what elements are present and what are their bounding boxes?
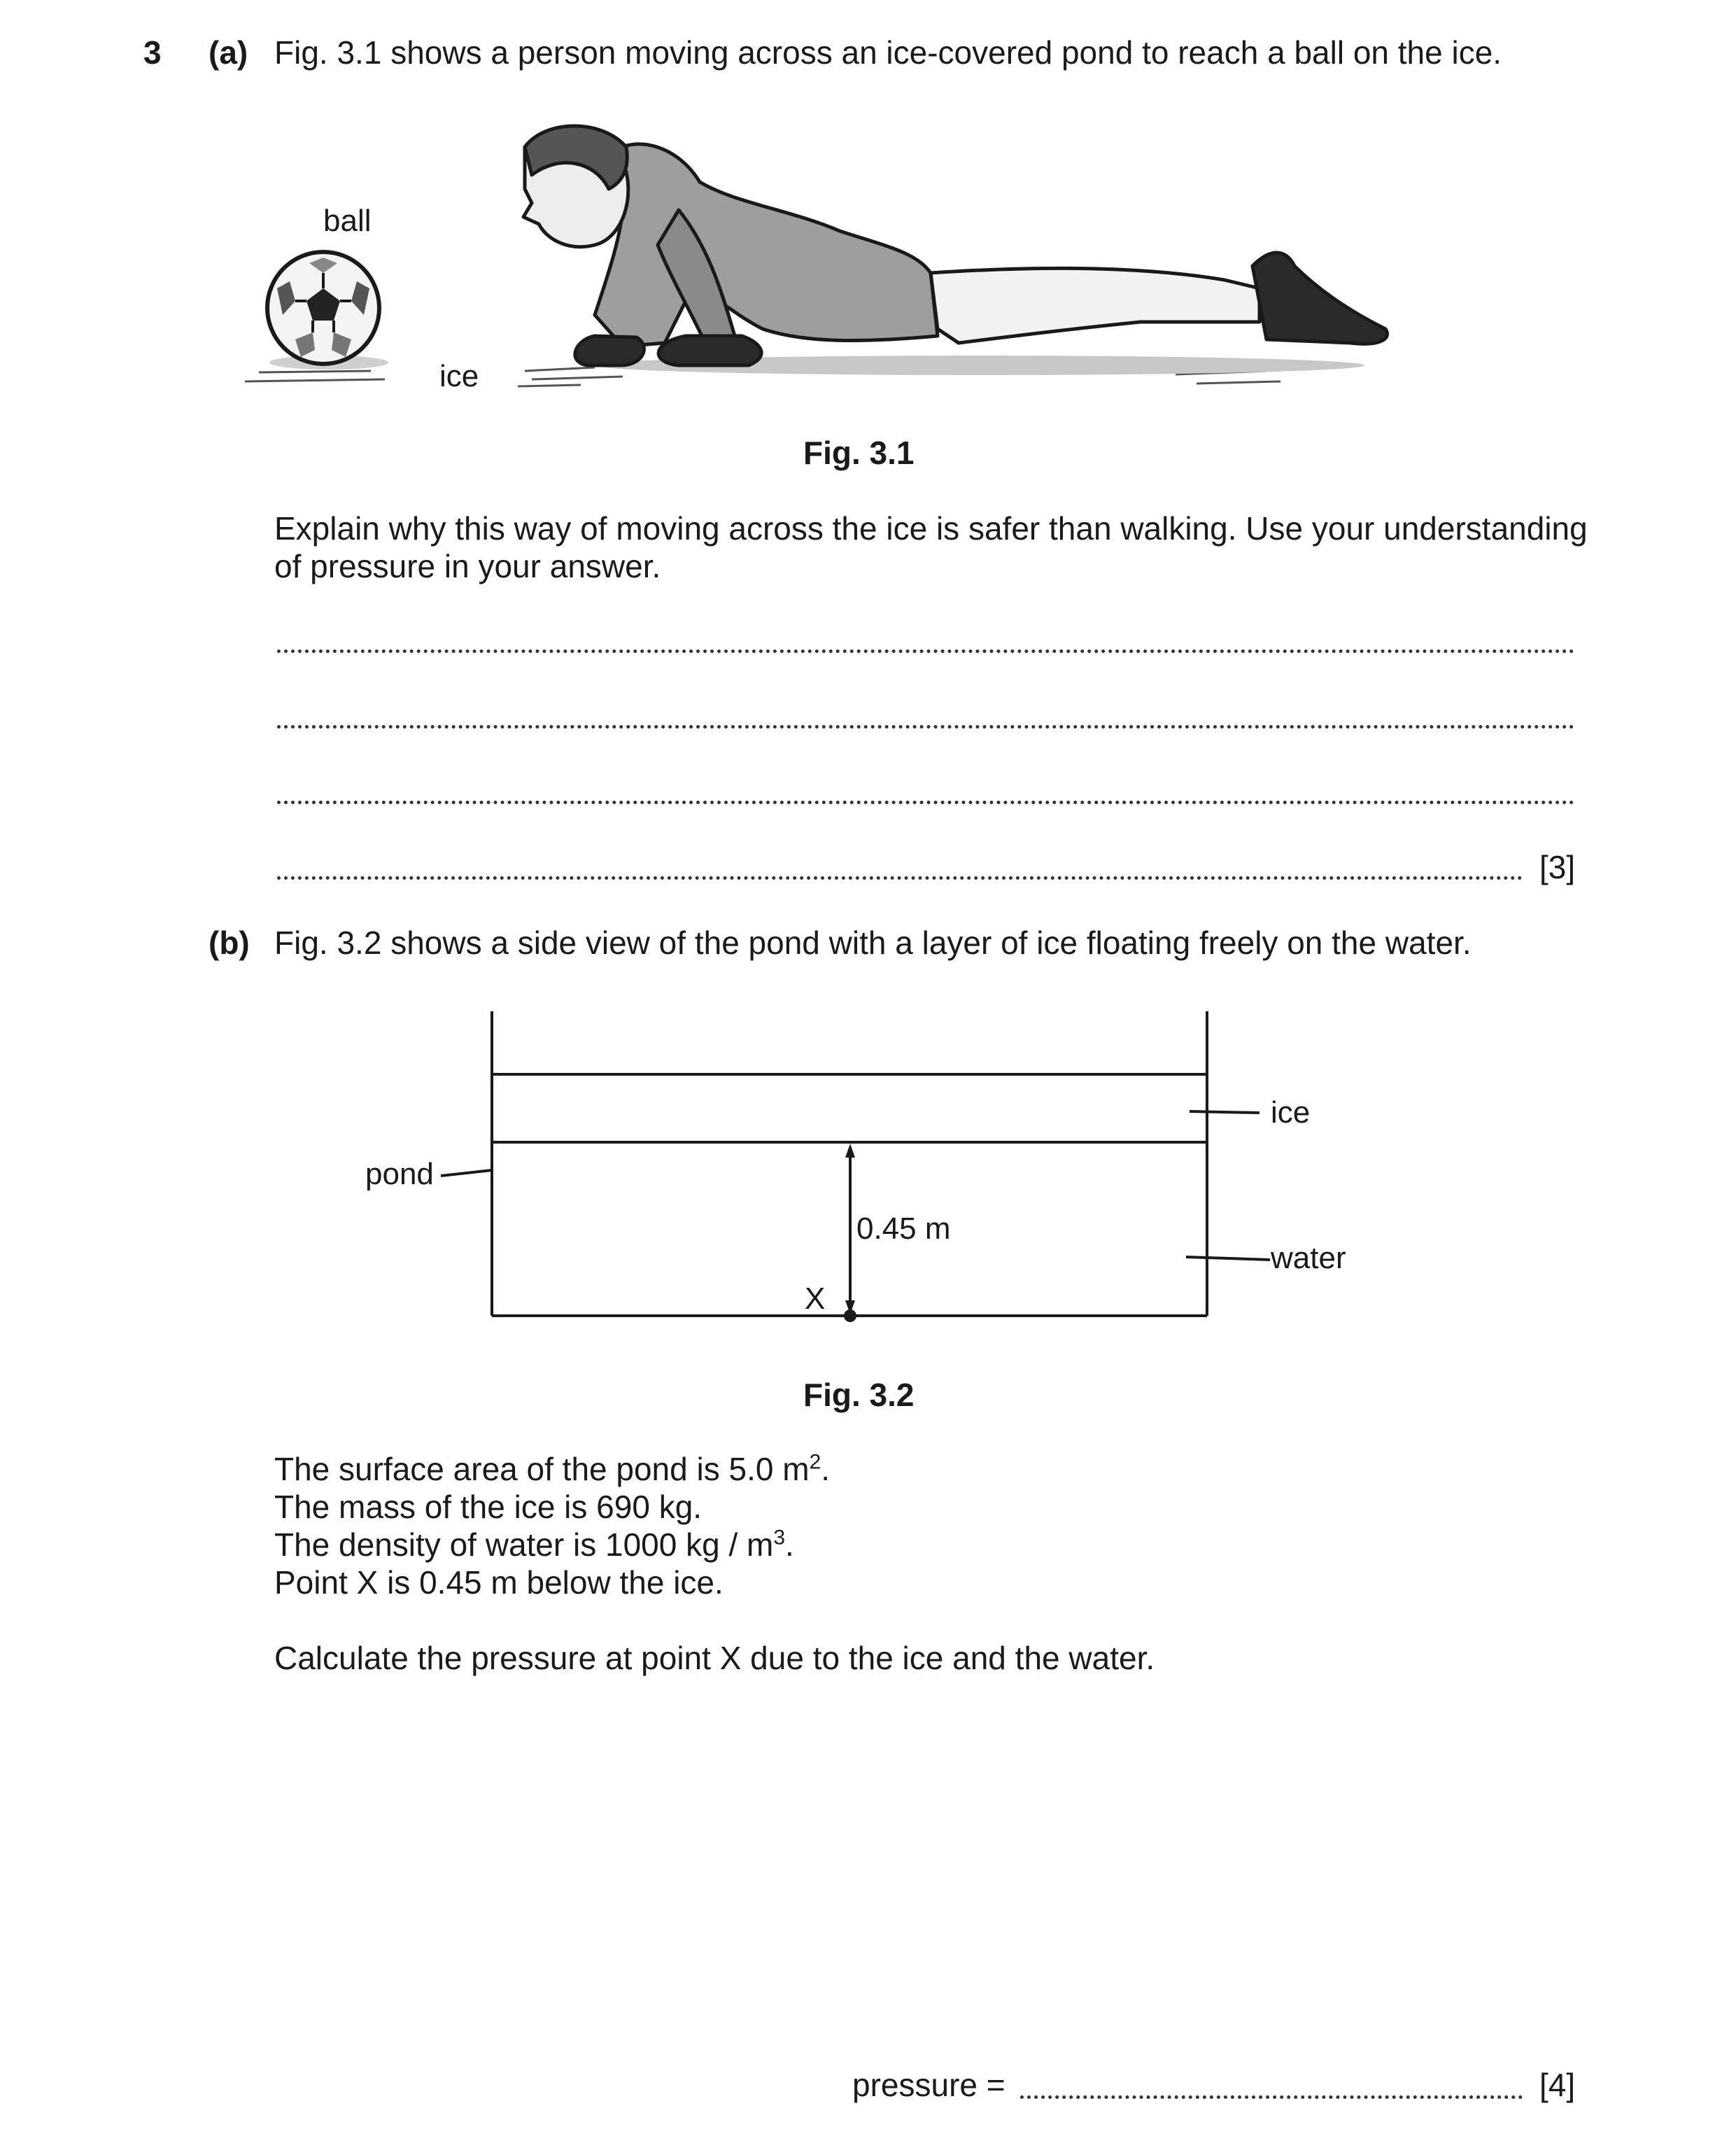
fig-3-1-caption: Fig. 3.1	[803, 435, 915, 471]
part-b-label: (b)	[209, 925, 250, 961]
fact-ice-mass: The mass of the ice is 690 kg.	[274, 1489, 703, 1525]
part-b-task: Calculate the pressure at point X due to the ice and the water.	[274, 1640, 1155, 1676]
fig-3-2-diagram	[350, 1008, 1399, 1330]
answer-line-4[interactable]	[277, 876, 1523, 880]
answer-line-1[interactable]	[277, 649, 1574, 653]
part-a-intro: Fig. 3.1 shows a person moving across an ice-covered pond to reach a ball on the ice.	[274, 34, 1502, 71]
part-a-prompt-line1: Explain why this way of moving across the ice is safer than walking. Use your understanding	[274, 510, 1588, 547]
ball-label: ball	[323, 204, 372, 238]
ice-label: ice	[439, 359, 479, 393]
part-a-prompt-line2: of pressure in your answer.	[274, 548, 661, 584]
question-number: 3	[143, 34, 162, 71]
ball-icon	[267, 252, 388, 370]
point-x-label: X	[805, 1281, 826, 1316]
answer-line-3[interactable]	[277, 801, 1574, 804]
answer-line-2[interactable]	[277, 725, 1574, 729]
fact-surface-area: The surface area of the pond is 5.0 $m^2$.	[274, 1450, 831, 1487]
person-illustration	[523, 126, 1388, 365]
ice-layer-label: ice	[1271, 1095, 1311, 1130]
part-a-marks: [3]	[1539, 849, 1576, 885]
part-a-label: (a)	[209, 34, 248, 71]
fact-point-x: Point X is 0.45 m below the ice.	[274, 1564, 724, 1601]
pond-label: pond	[365, 1157, 434, 1191]
point-x-marker	[844, 1309, 856, 1322]
depth-label: 0.45 m	[856, 1211, 951, 1246]
fig-3-1-illustration	[231, 105, 1490, 406]
part-b-intro: Fig. 3.2 shows a side view of the pond with a layer of ice floating freely on the water.	[274, 925, 1472, 961]
pressure-answer-label: pressure =	[852, 2067, 1005, 2103]
fig-3-2-caption: Fig. 3.2	[803, 1377, 915, 1413]
pressure-answer-line[interactable]	[1020, 2095, 1523, 2099]
part-b-marks: [4]	[1539, 2067, 1576, 2103]
water-label: water	[1271, 1241, 1346, 1275]
fact-water-density: The density of water is 1000 kg / $m^3$.	[274, 1526, 794, 1563]
